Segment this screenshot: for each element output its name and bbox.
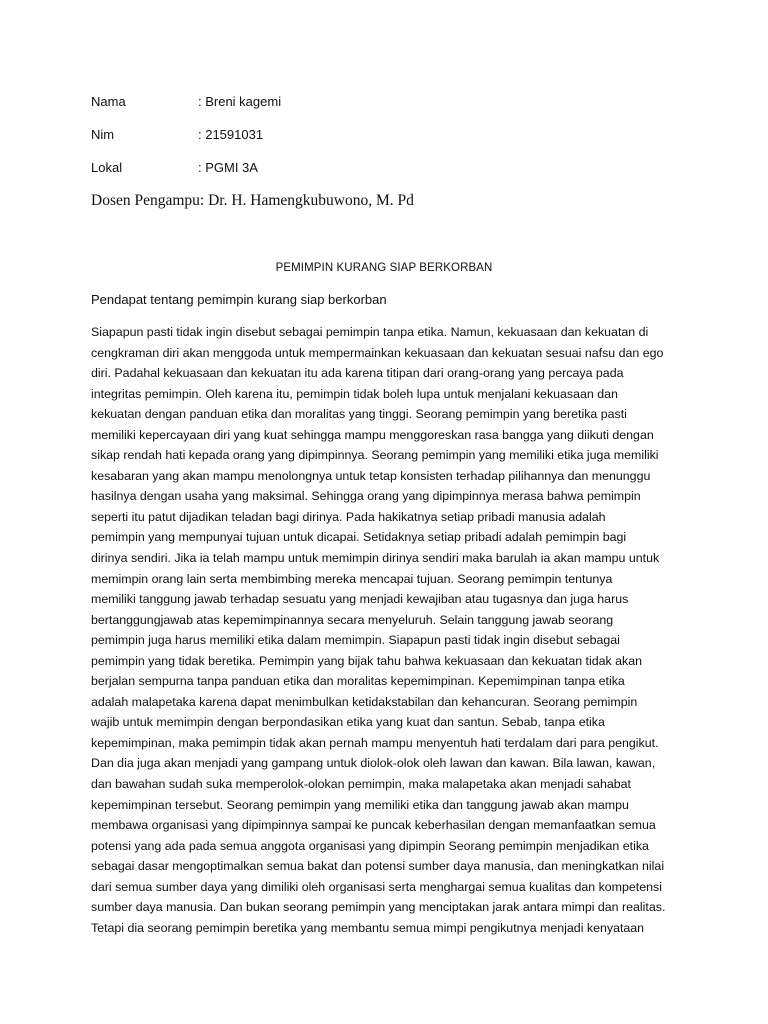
paragraph-line: pemimpin yang mempunyai tujuan untuk dicapai. Setidaknya setiap pribadi adalah pemimpin bagi	[91, 530, 627, 545]
paragraph-line: berjalan sempurna tanpa panduan etika dan moralitas kepemimpinan. Kepemimpinan tanpa etika	[91, 674, 625, 689]
field-lokal-value: : PGMI 3A	[198, 160, 258, 175]
paragraph-line: Siapapun pasti tidak ingin disebut sebagai pemimpin tanpa etika. Namun, kekuasaan dan kekuatan di	[91, 325, 649, 339]
paragraph-line: kepemimpinan, maka pemimpin tidak akan pernah mampu menyentuh hati terdalam dari para pengikut.	[91, 735, 659, 750]
field-lokal-label: Lokal	[91, 160, 123, 175]
paragraph-line: kekuatan dengan panduan etika dan moralitas yang tinggi. Seorang pemimpin yang beretika pasti	[91, 407, 627, 422]
field-nim-label: Nim	[91, 127, 115, 142]
field-nama	[91, 94, 281, 110]
paragraph-line: dari semua sumber daya yang dimiliki oleh organisasi serta menghargai semua kualitas dan kompetensi	[91, 879, 662, 894]
lecturer-line: Dosen Pengampu: Dr. H. Hamengkubuwono, M. Pd	[91, 192, 414, 209]
paragraph-line: sumber daya manusia. Dan bukan seorang pemimpin yang menciptakan jarak antara mimpi dan realitas.	[91, 900, 666, 915]
paragraph-line: pemimpin yang tidak beretika. Pemimpin yang bijak tahu bahwa kekuasaan dan kekuatan tidak akan	[91, 653, 643, 668]
body-paragraph	[91, 322, 691, 938]
paragraph-line: sikap rendah hati kepada orang yang dipimpinnya. Seorang pemimpin yang memiliki etika juga memiliki	[91, 448, 659, 463]
paragraph-line: diri. Padahal kekuasaan dan kekuatan itu ada karena titipan dari orang-orang yang percaya pada	[91, 366, 624, 381]
document-subtitle: Pendapat tentang pemimpin kurang siap berkorban	[91, 292, 387, 307]
paragraph-line: cengkraman diri akan menggoda untuk mempermainkan kekuasaan dan kekuatan sesuai nafsu dan ego	[91, 345, 664, 360]
paragraph-line: memimpin orang lain serta membimbing mereka mencapai tujuan. Seorang pemimpin tentunya	[91, 571, 613, 586]
paragraph-line: kepemimpinan tersebut. Seorang pemimpin yang memiliki etika dan tanggung jawab akan mampu	[91, 797, 629, 812]
field-nim	[91, 127, 263, 143]
document-title: PEMIMPIN KURANG SIAP BERKORBAN	[275, 262, 493, 274]
paragraph-line: Tetapi dia seorang pemimpin beretika yang membantu semua mimpi pengikutnya menjadi kenyataan	[91, 920, 645, 935]
paragraph-line: seperti itu patut dijadikan teladan bagi dirinya. Pada hakikatnya setiap pribadi manusia adalah	[91, 509, 606, 524]
paragraph-line: hasilnya dengan usaha yang maksimal. Sehingga orang yang dipimpinnya merasa bahwa pemimpin	[91, 489, 641, 504]
paragraph-line: potensi yang ada pada semua anggota organisasi yang dipimpin Seorang pemimpin menjadikan etika	[91, 838, 649, 853]
paragraph-line: dan bawahan sudah suka memperolok-olokan pemimpin, maka malapetaka akan menjadi sahabat	[91, 777, 632, 792]
field-nama-value: : Breni kagemi	[198, 94, 282, 109]
field-lokal	[91, 160, 258, 176]
paragraph-line: bertanggungjawab atas kepemimpinannya secara menyeluruh. Selain tanggung jawab seorang	[91, 612, 614, 627]
paragraph-line: adalah malapetaka karena dapat menimbulkan ketidakstabilan dan kehancuran. Seorang pemimpin	[91, 694, 638, 709]
paragraph-line: integritas pemimpin. Oleh karena itu, pemimpin tidak boleh lupa untuk menjalani kekuasaan dan	[91, 386, 618, 401]
paragraph-line: Dan dia juga akan menjadi yang gampang untuk diolok-olok oleh lawan dan kawan. Bila lawan, kawan,	[91, 756, 656, 771]
field-nama-label: Nama	[91, 94, 126, 109]
paragraph-line: kesabaran yang akan mampu menolongnya untuk tetap konsisten terhadap pilihannya dan menunggu	[91, 468, 651, 483]
paragraph-line: memiliki kepercayaan diri yang kuat sehingga mampu menggoreskan rasa bangga yang diikuti dengan	[91, 427, 654, 442]
field-nim-value: : 21591031	[198, 127, 264, 142]
paragraph-line: sebagai dasar mengoptimalkan semua bakat dan potensi sumber daya manusia, dan meningkatkan nilai	[91, 859, 665, 874]
paragraph-line: membawa organisasi yang dipimpinnya sampai ke puncak keberhasilan dengan memanfaatkan semua	[91, 818, 656, 833]
paragraph-line: wajib untuk memimpin dengan berpondasikan etika yang kuat dan santun. Sebab, tanpa etika	[91, 715, 605, 730]
paragraph-line: dirinya sendiri. Jika ia telah mampu untuk memimpin dirinya sendiri maka barulah ia akan mampu untuk	[91, 551, 660, 566]
paragraph-line: memiliki tanggung jawab terhadap sesuatu yang menjadi kewajiban atau tugasnya dan juga harus	[91, 592, 629, 607]
paragraph-line: pemimpin juga harus memiliki etika dalam memimpin. Siapapun pasti tidak ingin disebut sebagai	[91, 633, 620, 648]
